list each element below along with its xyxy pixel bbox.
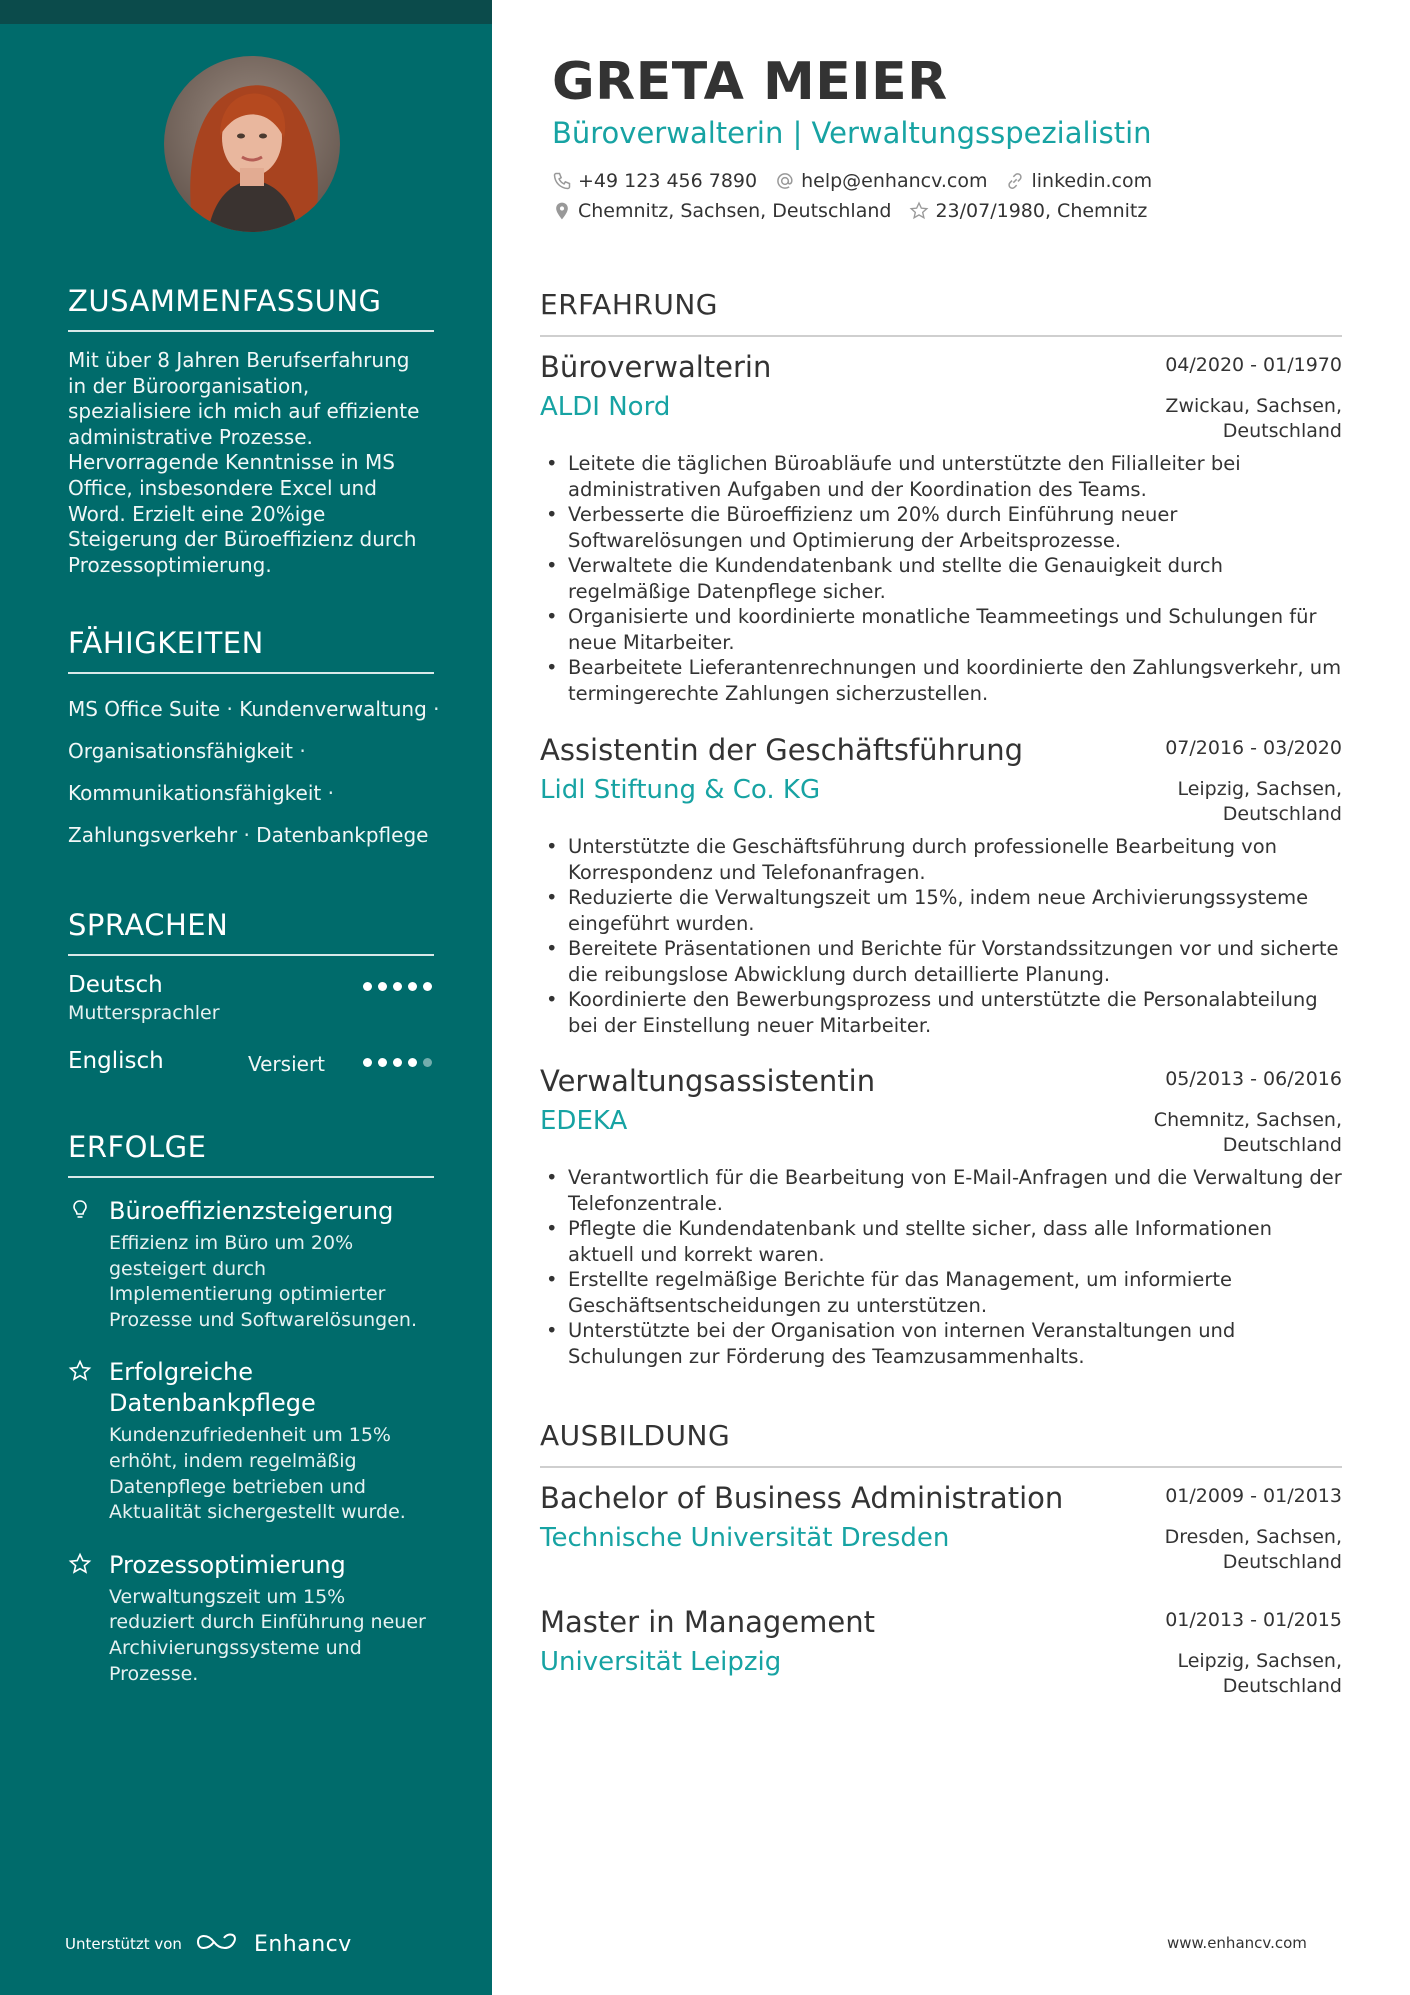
job-company: EDEKA (540, 1106, 628, 1136)
star-icon (68, 1359, 92, 1383)
summary-title: ZUSAMMENFASSUNG (68, 284, 434, 332)
contact-birth: 23/07/1980, Chemnitz (935, 200, 1148, 222)
job-bullet: • Leitete die täglichen Büroabläufe und unterstützte den Filialleiter bei administrativen Aufgaben und der Koordination des Teams. (540, 451, 1342, 502)
achievement-title: Erfolgreiche Datenbankpflege (109, 1358, 316, 1418)
job-title: Assistentin der Geschäftsführung (540, 733, 1023, 767)
education-date: 01/2013 - 01/2015 (1165, 1609, 1342, 1631)
job-bullet: • Koordinierte den Bewerbungsprozess und unterstützte die Personalabteilung bei der Einstellung neuer Mitarbeiter. (540, 987, 1342, 1038)
job-location: Chemnitz, Sachsen, Deutschland (1153, 1109, 1342, 1156)
job-location: Leipzig, Sachsen, Deutschland (1177, 778, 1342, 825)
powered-by-brand: Enhancv (253, 1931, 352, 1957)
achievement-item (68, 1357, 434, 1525)
summary-section (68, 284, 434, 578)
achievement-desc: Kundenzufriedenheit um 15% erhöht, indem regelmäßig Datenpflege betrieben und Aktualität sichergestellt wurde. (109, 1424, 406, 1524)
job-bullet: • Unterstützte die Geschäftsführung durch professionelle Bearbeitung von Korrespondenz und Telefonanfragen. (540, 834, 1342, 885)
job-date: 04/2020 - 01/1970 (1165, 354, 1342, 376)
education-date: 01/2009 - 01/2013 (1165, 1485, 1342, 1507)
skills-section (68, 626, 440, 856)
education-location: Leipzig, Sachsen, Deutschland (1177, 1650, 1342, 1697)
achievement-item (68, 1196, 434, 1333)
education-school: Universität Leipzig (540, 1647, 782, 1677)
language-level: Muttersprachler (68, 1002, 220, 1024)
achievements-section (68, 1130, 434, 1687)
job-bullet: • Verwaltete die Kundendatenbank und stellte die Genauigkeit durch regelmäßige Datenpflege sicher. (540, 553, 1342, 604)
star-icon (909, 201, 929, 221)
candidate-name: GRETA MEIER (552, 52, 948, 112)
language-name: Deutsch (68, 972, 163, 998)
star-icon (68, 1552, 92, 1576)
job-company: Lidl Stiftung & Co. KG (540, 775, 821, 805)
skill-item: Kommunikationsfähigkeit (68, 781, 322, 805)
sidebar-top-bar (0, 0, 492, 24)
job-bullet: • Verantwortlich für die Bearbeitung von E-Mail-Anfragen und die Verwaltung der Telefonzentrale. (540, 1165, 1342, 1216)
powered-by-label: Unterstützt von (65, 1935, 182, 1953)
achievement-desc: Verwaltungszeit um 15% reduziert durch Einführung neuer Archivierungssysteme und Prozesse. (109, 1585, 426, 1685)
experience-title: ERFAHRUNG (540, 288, 1342, 337)
job-bullet: • Reduzierte die Verwaltungszeit um 15%, indem neue Archivierungssysteme eingeführt wurden. (540, 885, 1342, 936)
achievement-desc: Effizienz im Büro um 20% gesteigert durch Implementierung optimierter Prozesse und Softwarelösungen. (109, 1232, 417, 1331)
achievement-title: Prozessoptimierung (109, 1550, 346, 1579)
languages-title: SPRACHEN (68, 908, 434, 956)
job-bullet: • Bereitete Präsentationen und Berichte für Vorstandssitzungen vor und sicherte die reibungslose Abwicklung durch detaillierte Planung. (540, 936, 1342, 987)
job-bullet: • Pflegte die Kundendatenbank und stellte sicher, dass alle Informationen aktuell und korrekt waren. (540, 1216, 1342, 1267)
footer-website[interactable]: www.enhancv.com (1167, 1934, 1307, 1952)
contact-location: Chemnitz, Sachsen, Deutschland (578, 200, 892, 222)
skill-item: Zahlungsverkehr (68, 823, 238, 847)
skill-item: Organisationsfähigkeit (68, 739, 293, 763)
job-date: 07/2016 - 03/2020 (1165, 737, 1342, 759)
language-rating (363, 982, 432, 991)
language-row-deutsch (68, 956, 434, 1028)
job-title: Büroverwalterin (540, 350, 772, 384)
skills-list: MS Office Suite · Kundenverwaltung · Organisationsfähigkeit · Kommunikationsfähigkeit · Zahlungsverkehr · Datenbankpflege (68, 697, 440, 847)
education-degree: Master in Management (540, 1605, 875, 1639)
job-date: 05/2013 - 06/2016 (1165, 1068, 1342, 1090)
enhancv-logo-icon (194, 1930, 242, 1958)
education-degree: Bachelor of Business Administration (540, 1481, 1064, 1515)
job-bullet: • Verbesserte die Büroeffizienz um 20% durch Einführung neuer Softwarelösungen und Optimierung der Arbeitsprozesse. (540, 502, 1342, 553)
language-level: Versiert (248, 1052, 326, 1076)
skill-item: MS Office Suite (68, 697, 221, 721)
job-bullet: • Organisierte und koordinierte monatliche Teammeetings und Schulungen für neue Mitarbeiter. (540, 604, 1342, 655)
achievements-title: ERFOLGE (68, 1130, 434, 1178)
job-company: ALDI Nord (540, 392, 671, 422)
education-title: AUSBILDUNG (540, 1419, 1342, 1468)
location-pin-icon (552, 201, 572, 221)
contact-row-1 (552, 170, 1152, 192)
job-bullet: • Erstellte regelmäßige Berichte für das Management, um informierte Geschäftsentscheidungen zu unterstützen. (540, 1267, 1342, 1318)
languages-section (68, 908, 434, 1102)
job-bullet: • Unterstützte bei der Organisation von internen Veranstaltungen und Schulungen zur Förderung des Teamzusammenhalts. (540, 1318, 1342, 1369)
job-bullets (540, 451, 1342, 706)
lightbulb-icon (68, 1198, 92, 1222)
skill-item: Datenbankpflege (256, 823, 429, 847)
contact-row-2 (552, 200, 1147, 222)
job-bullets (540, 834, 1342, 1038)
contact-link[interactable]: linkedin.com (1031, 170, 1153, 192)
achievement-item (68, 1550, 434, 1687)
language-row-englisch (68, 1030, 434, 1102)
education-school: Technische Universität Dresden (540, 1523, 950, 1553)
job-location: Zwickau, Sachsen, Deutschland (1165, 395, 1342, 442)
job-bullet: • Bearbeitete Lieferantenrechnungen und koordinierte den Zahlungsverkehr, um termingerechte Zahlungen sicherzustellen. (540, 655, 1342, 706)
link-icon (1005, 171, 1025, 191)
sidebar (0, 0, 492, 1995)
job-bullets (540, 1165, 1342, 1369)
candidate-headline: Büroverwalterin | Verwaltungsspezialistin (552, 116, 1152, 150)
powered-by (65, 1930, 352, 1958)
at-icon (775, 171, 795, 191)
language-name: Englisch (68, 1048, 164, 1074)
skills-title: FÄHIGKEITEN (68, 626, 434, 674)
contact-phone: +49 123 456 7890 (578, 170, 758, 192)
skill-item: Kundenverwaltung (239, 697, 427, 721)
job-title: Verwaltungsassistentin (540, 1064, 876, 1098)
achievement-title: Büroeffizienzsteigerung (109, 1197, 394, 1225)
phone-icon (552, 171, 572, 191)
contact-email[interactable]: help@enhancv.com (801, 170, 988, 192)
education-location: Dresden, Sachsen, Deutschland (1164, 1526, 1342, 1573)
avatar (164, 56, 340, 232)
language-rating (363, 1058, 432, 1067)
summary-text: Mit über 8 Jahren Berufserfahrung in der Büroorganisation, spezialisiere ich mich auf effiziente administrative Prozesse. Hervorragende Kenntnisse in MS Office, insbesondere Excel und Word. Erzielt eine 20%ige Steigerung der Büroeffizienz durch Prozessoptimierung. (68, 348, 420, 577)
